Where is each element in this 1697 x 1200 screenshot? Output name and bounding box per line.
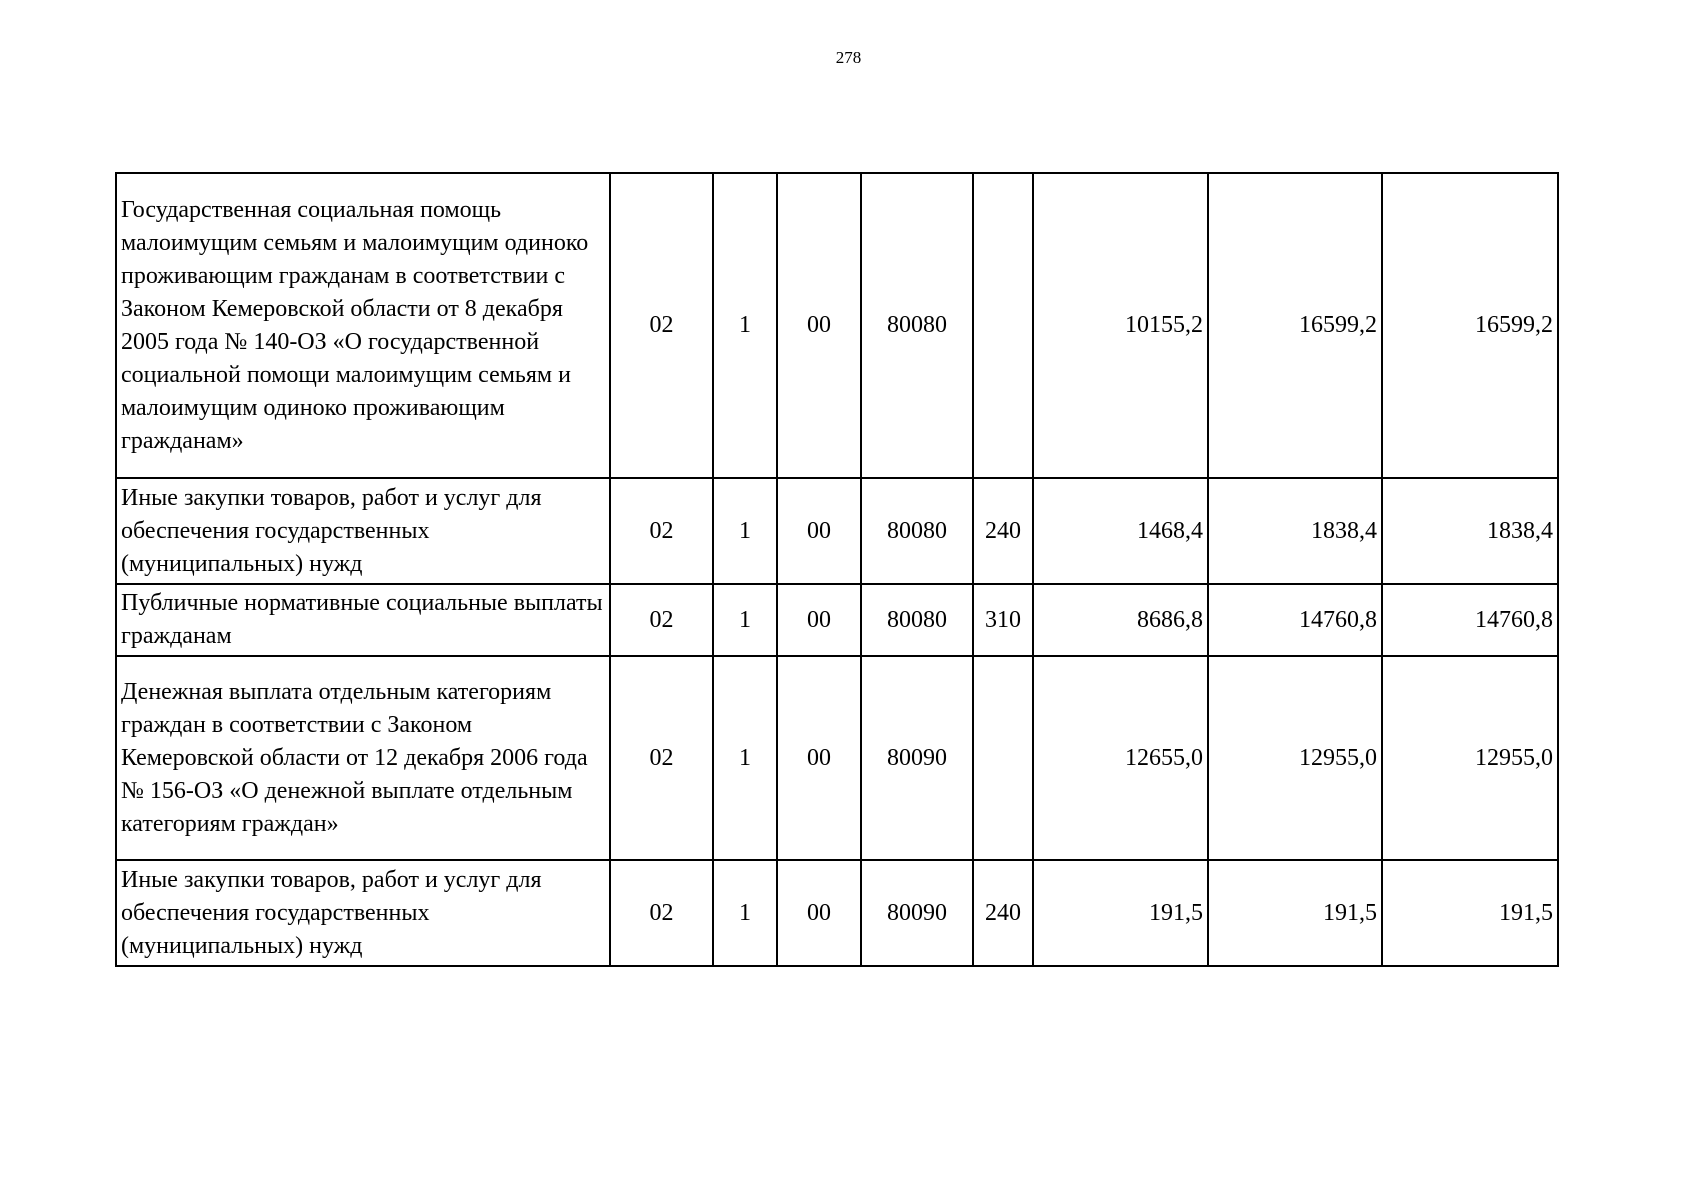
amount-year3-cell: 1838,4 (1382, 478, 1558, 584)
expense-type-cell (973, 173, 1033, 478)
row-name-cell: Денежная выплата отдельным категориям граждан в соответствии с Законом Кемеровской области от 12 декабря 2006 года № 156-ОЗ «О денежной выплате отдельным категориям граждан» (116, 656, 610, 860)
section-code-cell: 02 (610, 584, 713, 656)
amount-year2-cell: 1838,4 (1208, 478, 1382, 584)
section-code-cell: 02 (610, 656, 713, 860)
table-row (116, 860, 1558, 966)
subprogram-code-cell: 00 (777, 173, 861, 478)
program-code-cell: 1 (713, 173, 777, 478)
direction-code-cell: 80080 (861, 478, 973, 584)
row-name-cell: Государственная социальная помощь малоимущим семьям и малоимущим одиноко проживающим гражданам в соответствии с Законом Кемеровской области от 8 декабря 2005 года № 140-ОЗ «О государственной социальной помощи малоимущим семьям и малоимущим одиноко проживающим гражданам» (116, 173, 610, 478)
direction-code-cell: 80090 (861, 656, 973, 860)
amount-year1-cell: 8686,8 (1033, 584, 1208, 656)
table-row (116, 478, 1558, 584)
subprogram-code-cell: 00 (777, 584, 861, 656)
amount-year1-cell: 10155,2 (1033, 173, 1208, 478)
amount-year1-cell: 12655,0 (1033, 656, 1208, 860)
amount-year2-cell: 16599,2 (1208, 173, 1382, 478)
row-name-cell: Публичные нормативные социальные выплаты гражданам (116, 584, 610, 656)
amount-year2-cell: 191,5 (1208, 860, 1382, 966)
program-code-cell: 1 (713, 584, 777, 656)
program-code-cell: 1 (713, 860, 777, 966)
section-code-cell: 02 (610, 173, 713, 478)
direction-code-cell: 80080 (861, 173, 973, 478)
amount-year1-cell: 191,5 (1033, 860, 1208, 966)
expense-type-cell: 240 (973, 860, 1033, 966)
expense-type-cell: 310 (973, 584, 1033, 656)
amount-year3-cell: 14760,8 (1382, 584, 1558, 656)
row-name-cell: Иные закупки товаров, работ и услуг для обеспечения государственных (муниципальных) нужд (116, 860, 610, 966)
subprogram-code-cell: 00 (777, 478, 861, 584)
amount-year3-cell: 191,5 (1382, 860, 1558, 966)
amount-year2-cell: 14760,8 (1208, 584, 1382, 656)
amount-year3-cell: 12955,0 (1382, 656, 1558, 860)
table-row (116, 173, 1558, 478)
amount-year1-cell: 1468,4 (1033, 478, 1208, 584)
section-code-cell: 02 (610, 860, 713, 966)
expense-type-cell (973, 656, 1033, 860)
subprogram-code-cell: 00 (777, 656, 861, 860)
section-code-cell: 02 (610, 478, 713, 584)
table-row (116, 656, 1558, 860)
program-code-cell: 1 (713, 478, 777, 584)
direction-code-cell: 80090 (861, 860, 973, 966)
budget-table (115, 172, 1559, 967)
page-number: 278 (835, 48, 862, 67)
table-row (116, 584, 1558, 656)
expense-type-cell: 240 (973, 478, 1033, 584)
direction-code-cell: 80080 (861, 584, 973, 656)
subprogram-code-cell: 00 (777, 860, 861, 966)
amount-year3-cell: 16599,2 (1382, 173, 1558, 478)
program-code-cell: 1 (713, 656, 777, 860)
amount-year2-cell: 12955,0 (1208, 656, 1382, 860)
row-name-cell: Иные закупки товаров, работ и услуг для обеспечения государственных (муниципальных) нужд (116, 478, 610, 584)
